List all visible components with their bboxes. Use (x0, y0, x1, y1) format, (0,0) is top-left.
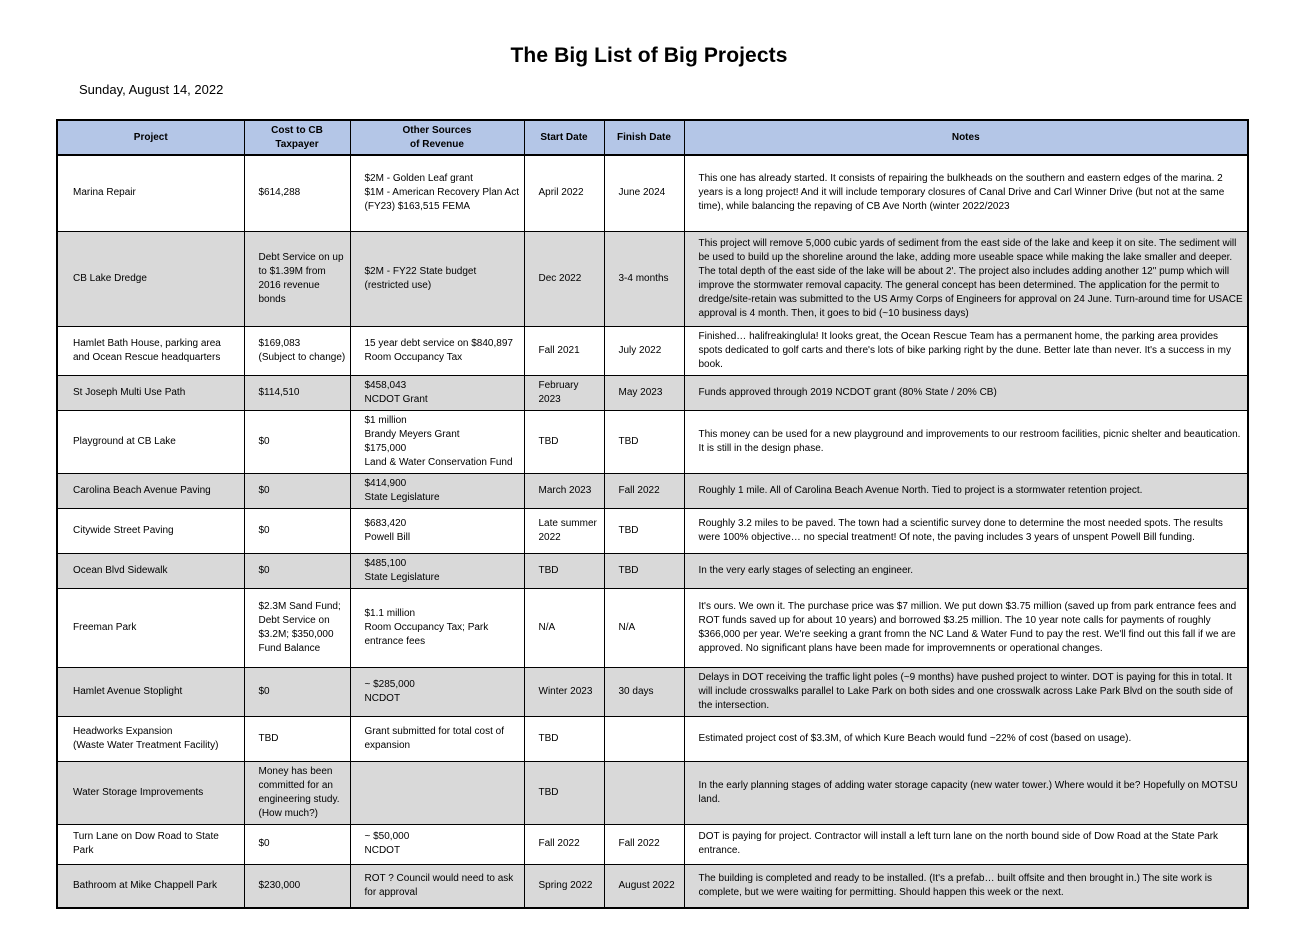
cost-cell: $0 (244, 410, 350, 473)
finish-date-cell (604, 716, 684, 761)
column-header-finish-date: Finish Date (604, 120, 684, 155)
start-date-cell: TBD (524, 553, 604, 588)
table-row (57, 473, 1248, 508)
other-sources-cell: ~ $50,000 NCDOT (350, 824, 524, 864)
cost-cell: $0 (244, 824, 350, 864)
start-date-cell: TBD (524, 761, 604, 824)
project-name-cell: Water Storage Improvements (57, 761, 244, 824)
other-sources-cell: $683,420 Powell Bill (350, 508, 524, 553)
project-name-cell: Citywide Street Paving (57, 508, 244, 553)
cost-cell: $614,288 (244, 155, 350, 231)
project-name-cell: Playground at CB Lake (57, 410, 244, 473)
table-row (57, 155, 1248, 231)
table-row (57, 326, 1248, 375)
notes-cell: This one has already started. It consists of repairing the bulkheads on the southern and eastern edges of the marina. 2 years is a long project! And it will include temporary closures of Canal Drive and Carl Winner Drive (but not at the same time), while balancing the repaving of CB Ave North (winter 2022/2023 (684, 155, 1248, 231)
notes-cell: The building is completed and ready to be installed. (It's a prefab… built offsite and then brought in.) The site work is complete, but we were waiting for permitting. Should happen this week or the next. (684, 864, 1248, 908)
project-name-cell: Hamlet Bath House, parking area and Ocean Rescue headquarters (57, 326, 244, 375)
cost-cell: Debt Service on up to $1.39M from 2016 revenue bonds (244, 231, 350, 326)
cost-cell: Money has been committed for an engineering study. (How much?) (244, 761, 350, 824)
notes-cell: DOT is paying for project. Contractor will install a left turn lane on the north bound side of Dow Road at the State Park entrance. (684, 824, 1248, 864)
start-date-cell: Fall 2021 (524, 326, 604, 375)
start-date-cell: Winter 2023 (524, 667, 604, 716)
table-row (57, 588, 1248, 667)
finish-date-cell: N/A (604, 588, 684, 667)
start-date-cell: Late summer 2022 (524, 508, 604, 553)
page-title: The Big List of Big Projects (510, 44, 788, 67)
finish-date-cell: 3-4 months (604, 231, 684, 326)
table-row (57, 508, 1248, 553)
other-sources-cell: $1 million Brandy Meyers Grant $175,000 Land & Water Conservation Fund (350, 410, 524, 473)
notes-cell: It's ours. We own it. The purchase price was $7 million. We put down $3.75 million (saved up from park entrance fees and ROT funds saved up for about 10 years) and borrowed $3.25 million. The 10 year note calls for payments of roughly $366,000 per year. We're seeking a grant fromn the NC Land & Water Fund to pay the rest. We'll find out this fall if we are approved. No significant plans have been made for improvemnents or operational changes. (684, 588, 1248, 667)
finish-date-cell: TBD (604, 508, 684, 553)
finish-date-cell: Fall 2022 (604, 824, 684, 864)
start-date-cell: N/A (524, 588, 604, 667)
cost-cell: TBD (244, 716, 350, 761)
cost-cell: $0 (244, 508, 350, 553)
column-header-cost: Cost to CB Taxpayer (244, 120, 350, 155)
start-date-cell: TBD (524, 716, 604, 761)
cost-cell: $0 (244, 667, 350, 716)
table-row (57, 553, 1248, 588)
other-sources-cell: ~ $285,000 NCDOT (350, 667, 524, 716)
project-name-cell: Bathroom at Mike Chappell Park (57, 864, 244, 908)
cost-cell: $2.3M Sand Fund; Debt Service on $3.2M; $350,000 Fund Balance (244, 588, 350, 667)
project-name-cell: Marina Repair (57, 155, 244, 231)
cost-cell: $169,083 (Subject to change) (244, 326, 350, 375)
table-row (57, 824, 1248, 864)
notes-cell: Delays in DOT receiving the traffic light poles (~9 months) have pushed project to winter. DOT is paying for this in total. It will include crosswalks parallel to Lake Park on both sides and one crosswalk across Lake Park Blvd on the south side of the intersection. (684, 667, 1248, 716)
project-name-cell: St Joseph Multi Use Path (57, 375, 244, 410)
report-date: Sunday, August 14, 2022 (79, 82, 224, 97)
finish-date-cell: TBD (604, 410, 684, 473)
finish-date-cell: June 2024 (604, 155, 684, 231)
start-date-cell: Dec 2022 (524, 231, 604, 326)
other-sources-cell: $414,900 State Legislature (350, 473, 524, 508)
project-name-cell: Hamlet Avenue Stoplight (57, 667, 244, 716)
notes-cell: Finished… halifreakinglula! It looks great, the Ocean Rescue Team has a permanent home, the parking area provides spots dedicated to golf carts and there's lots of bike parking right by the dune. Better late than never. It's a success in my book. (684, 326, 1248, 375)
project-name-cell: Headworks Expansion (Waste Water Treatment Facility) (57, 716, 244, 761)
start-date-cell: Fall 2022 (524, 824, 604, 864)
table-body (57, 155, 1248, 908)
other-sources-cell: $485,100 State Legislature (350, 553, 524, 588)
other-sources-cell (350, 761, 524, 824)
table-row (57, 231, 1248, 326)
project-name-cell: Turn Lane on Dow Road to State Park (57, 824, 244, 864)
cost-cell: $0 (244, 473, 350, 508)
notes-cell: In the early planning stages of adding water storage capacity (new water tower.) Where would it be? Hopefully on MOTSU land. (684, 761, 1248, 824)
other-sources-cell: ROT ? Council would need to ask for approval (350, 864, 524, 908)
notes-cell: This money can be used for a new playground and improvements to our restroom facilities, picnic shelter and beautication. It is still in the design phase. (684, 410, 1248, 473)
finish-date-cell: August 2022 (604, 864, 684, 908)
project-name-cell: CB Lake Dredge (57, 231, 244, 326)
start-date-cell: TBD (524, 410, 604, 473)
other-sources-cell: 15 year debt service on $840,897 Room Occupancy Tax (350, 326, 524, 375)
cost-cell: $114,510 (244, 375, 350, 410)
other-sources-cell: $1.1 million Room Occupancy Tax; Park entrance fees (350, 588, 524, 667)
start-date-cell: February 2023 (524, 375, 604, 410)
finish-date-cell: July 2022 (604, 326, 684, 375)
table-row (57, 667, 1248, 716)
finish-date-cell: Fall 2022 (604, 473, 684, 508)
notes-cell: This project will remove 5,000 cubic yards of sediment from the east side of the lake and keep it on site. The sediment will be used to build up the shoreline around the lake, adding more useable space while making the lake smaller and deeper. The total depth of the east side of the lake will be about 2'. The project also includes adding another 12" pump which will improve the stormwater removal capacity. The general concept has been determined. The application for the permit to dredge/site-retain was submitted to the US Army Corps of Engineers for approval on 24 June. Turn-around time for USACE approval is 4 month. Then, it goes to bid (~10 business days) (684, 231, 1248, 326)
finish-date-cell (604, 761, 684, 824)
cost-cell: $230,000 (244, 864, 350, 908)
column-header-notes: Notes (684, 120, 1248, 155)
table-row (57, 375, 1248, 410)
table-row (57, 716, 1248, 761)
table-row (57, 864, 1248, 908)
notes-cell: Estimated project cost of $3.3M, of which Kure Beach would fund ~22% of cost (based on usage). (684, 716, 1248, 761)
start-date-cell: March 2023 (524, 473, 604, 508)
finish-date-cell: TBD (604, 553, 684, 588)
other-sources-cell: $458,043 NCDOT Grant (350, 375, 524, 410)
start-date-cell: April 2022 (524, 155, 604, 231)
notes-cell: Funds approved through 2019 NCDOT grant (80% State / 20% CB) (684, 375, 1248, 410)
notes-cell: Roughly 3.2 miles to be paved. The town had a scientific survey done to determine the most needed spots. The results were 100% objective… no special treatment! Of note, the paving includes 3 years of unspent Powell Bill funding. (684, 508, 1248, 553)
cost-cell: $0 (244, 553, 350, 588)
projects-table (56, 119, 1249, 909)
column-header-other-sources: Other Sources of Revenue (350, 120, 524, 155)
column-header-start-date: Start Date (524, 120, 604, 155)
table-header-row (57, 120, 1248, 155)
table-row (57, 761, 1248, 824)
column-header-project: Project (57, 120, 244, 155)
notes-cell: Roughly 1 mile. All of Carolina Beach Avenue North. Tied to project is a stormwater retention project. (684, 473, 1248, 508)
notes-cell: In the very early stages of selecting an engineer. (684, 553, 1248, 588)
project-name-cell: Ocean Blvd Sidewalk (57, 553, 244, 588)
project-name-cell: Carolina Beach Avenue Paving (57, 473, 244, 508)
start-date-cell: Spring 2022 (524, 864, 604, 908)
project-name-cell: Freeman Park (57, 588, 244, 667)
other-sources-cell: $2M - FY22 State budget (restricted use) (350, 231, 524, 326)
finish-date-cell: 30 days (604, 667, 684, 716)
other-sources-cell: $2M - Golden Leaf grant $1M - American Recovery Plan Act (FY23) $163,515 FEMA (350, 155, 524, 231)
finish-date-cell: May 2023 (604, 375, 684, 410)
table-row (57, 410, 1248, 473)
other-sources-cell: Grant submitted for total cost of expansion (350, 716, 524, 761)
